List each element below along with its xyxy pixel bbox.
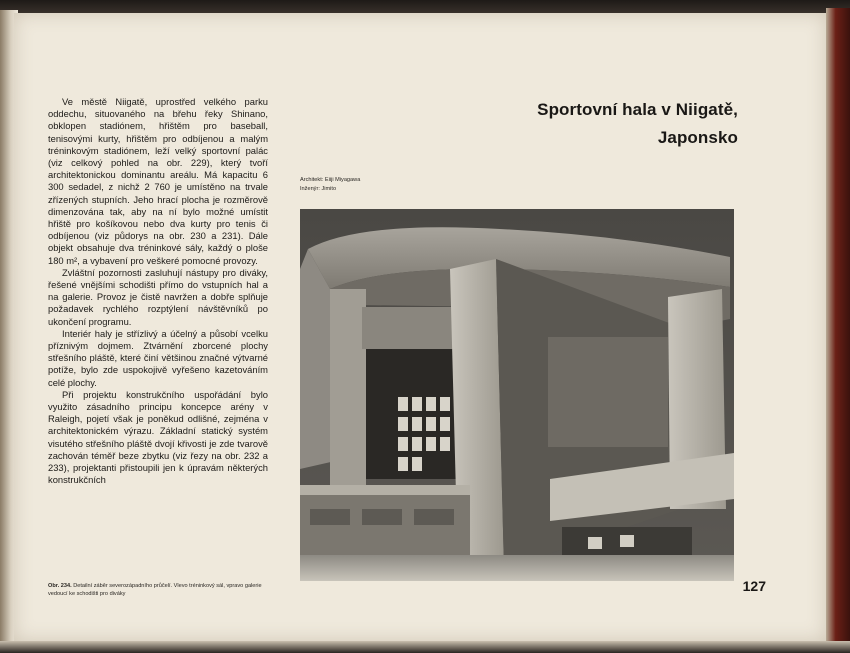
credit-architect: Architekt: Eiiji Miyagawa xyxy=(300,177,361,183)
title-line-2: Japonsko xyxy=(657,128,738,147)
caption-text: Detailní záběr severozápadního průčelí. Vlevo tréninkový sál, vpravo galerie vedoucí ke schodišti pro diváky xyxy=(48,583,262,597)
title-line-1: Sportovní hala v Niigatě, xyxy=(537,100,738,119)
credits xyxy=(300,176,500,194)
paragraph-3: Interiér haly je střízlivý a účelný a působí vcelku příznivým dojmem. Ztvárnění zborcené plochy střešního pláště, které činí většinou značné výtvarné potíže, bylo zde uspokojivě vyřešeno kazetováním celé plochy. xyxy=(48,327,268,388)
book-cover-edge-right xyxy=(826,8,850,653)
credit-engineer: Inženýr: Jimito xyxy=(300,186,337,192)
paragraph-4: Při projektu konstrukčního uspořádání bylo využito zásadního principu koncepce arény v Raleigh, pojetí však je poněkud odlišné, zejména v architektonickém výrazu. Základní statický systém visutého střešního pláště dvojí křivosti je zde tvarově zachován téměř beze zbytku (viz řezy na obr. 232 a 233), projektanti přistoupili jen k úpravám některých konstrukčních xyxy=(48,388,268,486)
building-photo xyxy=(300,209,734,581)
page-title xyxy=(470,96,738,152)
paragraph-1: Ve městě Niigatě, uprostřed velkého parku oddechu, situovaného na břehu řeky Shinano, obklopen stadiónem, hřištěm pro baseball, tenisovými kurty, hřištěm pro odbíjenou a malým tréninkovým stadiónem, leží velký sportovní palác (viz celkový pohled na obr. 229), který tvoří architektonickou dominantu areálu. Má kapacitu 6 300 sedadel, z nichž 2 760 je umístěno na trvale zřízených stupních. Jeho hrací plocha je rozměrově dimenzována tak, aby na ní bylo možné umístit hřiště pro košíkovou nebo dva kurty pro tenis či odbíjenou (viz půdorys na obr. 230 a 231). Dále objekt obsahuje dva tréninkové sály, každý o ploše 180 m², a vybavení pro veškeré pomocné provozy. xyxy=(48,96,268,266)
article-body xyxy=(48,96,268,487)
page-stack-edge-bottom xyxy=(0,641,850,653)
caption-label: Obr. 234. xyxy=(48,583,72,589)
page-number: 127 xyxy=(742,578,766,594)
book-cover-edge-top xyxy=(0,0,850,14)
figure-caption xyxy=(48,582,273,598)
paragraph-2: Zvláštní pozornosti zasluhují nástupy pro diváky, řešené vnějšími schodišti přímo do vstupních hal a na galerie. Provoz je čistě navržen a dobře splňuje požadavek rychlého rozptýlení návštěvníků po ukončení programu. xyxy=(48,266,268,327)
building-photo-illustration xyxy=(300,209,734,581)
